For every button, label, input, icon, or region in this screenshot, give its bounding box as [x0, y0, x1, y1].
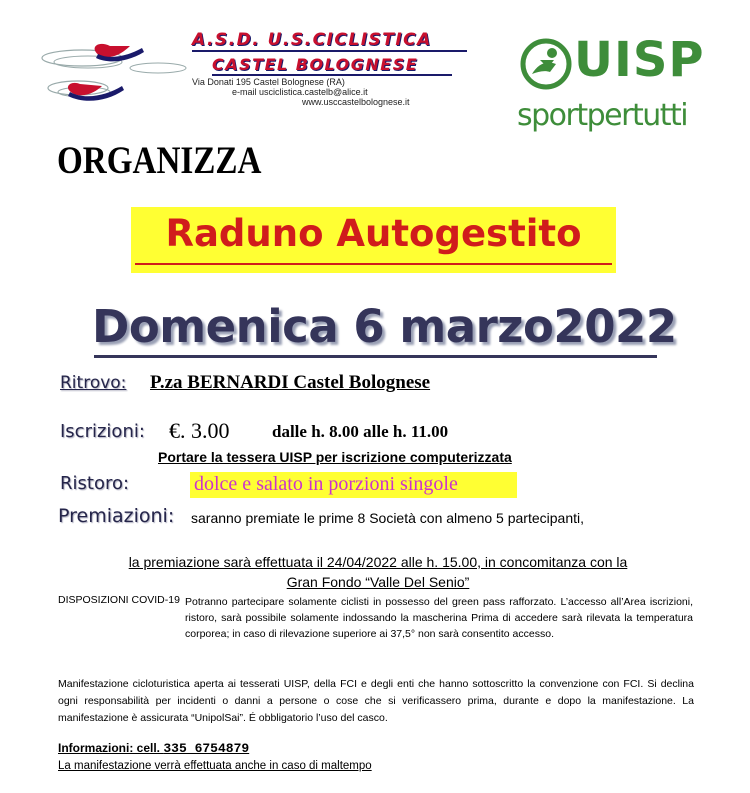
uisp-tagline: sportpertutti — [517, 98, 688, 133]
ristoro-value: dolce e salato in porzioni singole — [194, 473, 458, 495]
iscrizioni-price: €. 3.00 — [169, 418, 230, 443]
informazioni — [58, 741, 249, 756]
club-name-line2: CASTEL BOLOGNESE — [212, 56, 452, 76]
club-address: Via Donati 195 Castel Bolognese (RA) — [192, 77, 345, 87]
event-title: Raduno Autogestito — [165, 212, 582, 255]
ritrovo-label: Ritrovo: — [60, 373, 127, 393]
ristoro-label: Ristoro: — [60, 473, 130, 494]
manifestazione-text: Manifestazione cicloturistica aperta ai tesserati UISP, della FCI e degli enti che hanno sottoscritto la convenzione con FCI. Si declina ogni responsabilità per incidenti o danni a persone o cose che si verificassero prima, durante e dopo la manifestazione. La manifestazione è assicurata “UnipolSai”. É obbligatorio l’uso del casco. — [58, 678, 694, 724]
informazioni-phone: 335 6754879 — [163, 741, 250, 756]
cyclist-swoosh-icon — [42, 44, 186, 101]
premiazione-line1: la premiazione sarà effettuata il 24/04/2022 alle h. 15.00, in concomitanza con la — [128, 554, 628, 570]
event-date: Domenica 6 marzo2022 — [92, 300, 677, 353]
organizza-heading: ORGANIZZA — [57, 139, 262, 182]
tessera-note: Portare la tessera UISP per iscrizione computerizzata — [158, 449, 512, 465]
iscrizioni-time: dalle h. 8.00 alle h. 11.00 — [272, 422, 449, 441]
covid-label: DISPOSIZIONI COVID-19 — [58, 594, 180, 606]
club-name-line1: A.S.D. U.S.CICLISTICA — [192, 30, 467, 52]
premiazione-details — [98, 552, 658, 592]
premiazioni-value: saranno premiate le prime 8 Società con almeno 5 partecipanti, — [191, 510, 584, 526]
premiazione-line2: Gran Fondo “Valle Del Senio” — [286, 574, 470, 590]
club-website: www.usccastelbolognese.it — [302, 97, 410, 107]
club-email: e-mail usciclistica.castelb@alice.it — [232, 87, 368, 97]
date-underline — [94, 355, 657, 358]
premiazioni-label: Premiazioni: — [58, 505, 175, 527]
uisp-wordmark: UISP — [574, 32, 705, 88]
covid-text: Potranno partecipare solamente ciclisti in possesso del green pass rafforzato. L’accesso all’Area iscrizioni, ristoro, sarà possibile solamente indossando la mascherina Prima di accedere sarà rilevata la temperatura corporea; in caso di rilevazione superiore ai 37,5° non sarà consentito accesso. — [185, 596, 693, 640]
ritrovo-value: P.za BERNARDI Castel Bolognese — [150, 372, 431, 393]
club-logo — [40, 38, 190, 108]
maltempo-note: La manifestazione verrà effettuata anche in caso di maltempo — [58, 760, 372, 772]
uisp-cyclist-icon — [520, 38, 572, 90]
iscrizioni-label: Iscrizioni: — [60, 421, 145, 442]
title-underline — [135, 263, 612, 265]
informazioni-label: Informazioni: cell. — [58, 741, 161, 755]
